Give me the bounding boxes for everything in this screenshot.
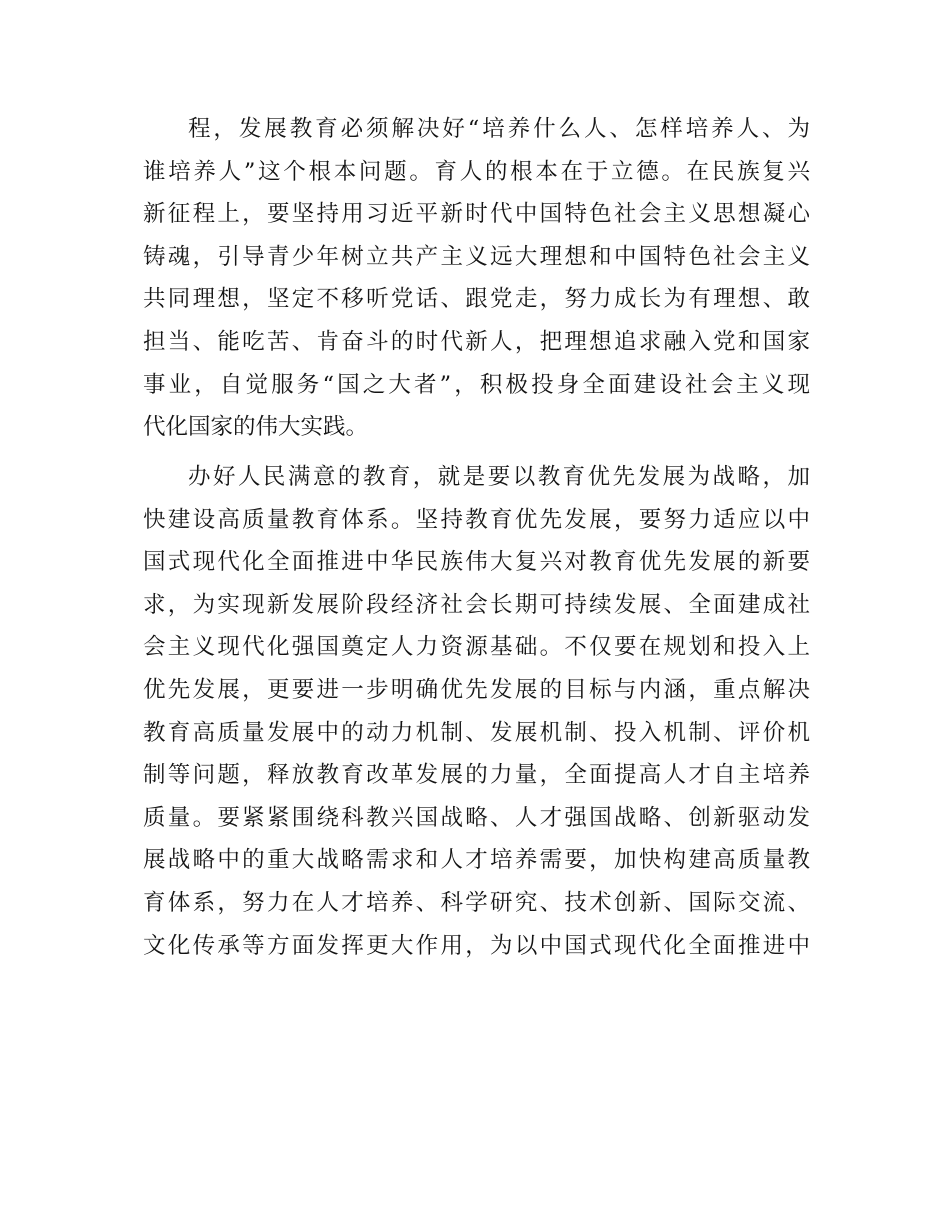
paragraph-line: 铸魂，引导青少年树立共产主义远大理想和中国特色社会主义	[143, 243, 810, 270]
paragraph-line: 育体系，努力在人才培养、科学研究、技术创新、国际交流、	[143, 889, 810, 916]
paragraph-line: 展战略中的重大战略需求和人才培养需要，加快构建高质量教	[143, 847, 810, 874]
paragraph-line: 事业，自觉服务“国之大者”，积极投身全面建设社会主义现	[143, 371, 810, 398]
paragraph-line: 国式现代化全面推进中华民族伟大复兴对教育优先发展的新要	[143, 549, 810, 576]
paragraph-line: 会主义现代化强国奠定人力资源基础。不仅要在规划和投入上	[143, 634, 810, 661]
paragraph-line: 教育高质量发展中的动力机制、发展机制、投入机制、评价机	[143, 719, 810, 746]
paragraph-line: 制等问题，释放教育改革发展的力量，全面提高人才自主培养	[143, 762, 810, 789]
paragraph-line: 谁培养人”这个根本问题。育人的根本在于立德。在民族复兴	[143, 158, 810, 185]
paragraph-2	[143, 456, 810, 967]
paragraph-line: 程，发展教育必须解决好“培养什么人、怎样培养人、为	[188, 116, 810, 142]
paragraph-line: 办好人民满意的教育，就是要以教育优先发展为战略，加	[188, 464, 810, 490]
paragraph-line: 快建设高质量教育体系。坚持教育优先发展，要努力适应以中	[143, 506, 810, 533]
paragraph-line: 担当、能吃苦、肯奋斗的时代新人，把理想追求融入党和国家	[143, 328, 810, 355]
paragraph-line: 文化传承等方面发挥更大作用，为以中国式现代化全面推进中	[143, 932, 810, 959]
paragraph-line: 共同理想，坚定不移听党话、跟党走，努力成长为有理想、敢	[143, 286, 810, 313]
paragraph-line: 质量。要紧紧围绕科教兴国战略、人才强国战略、创新驱动发	[143, 804, 810, 831]
paragraph-line: 求，为实现新发展阶段经济社会长期可持续发展、全面建成社	[143, 591, 810, 618]
paragraph-line: 代化国家的伟大实践。	[143, 414, 369, 441]
paragraph-1	[143, 108, 810, 449]
paragraph-line: 新征程上，要坚持用习近平新时代中国特色社会主义思想凝心	[143, 201, 810, 228]
paragraph-line: 优先发展，更要进一步明确优先发展的目标与内涵，重点解决	[143, 676, 810, 703]
